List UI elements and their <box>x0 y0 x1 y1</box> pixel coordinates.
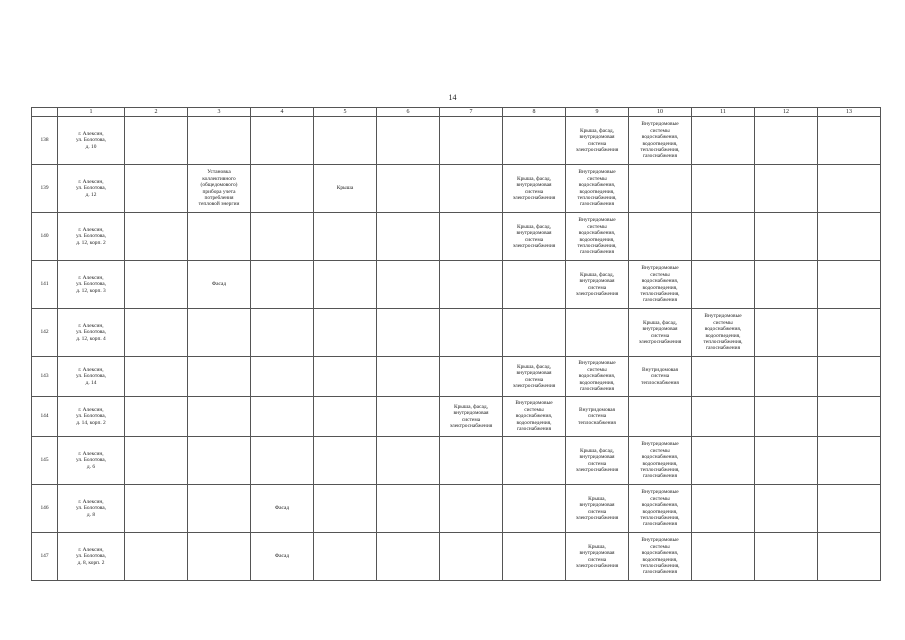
work-cell <box>440 261 503 309</box>
address-cell: г. Алексин, ул. Болотова, д. 12, корп. 3 <box>58 261 125 309</box>
work-cell <box>440 485 503 533</box>
work-cell: Фасад <box>251 485 314 533</box>
table-row <box>32 213 881 261</box>
work-cell <box>755 437 818 485</box>
work-cell <box>125 261 188 309</box>
work-cell <box>125 533 188 581</box>
address-cell: г. Алексин, ул. Болотова, д. 6 <box>58 437 125 485</box>
work-cell <box>692 165 755 213</box>
header-row <box>32 108 881 117</box>
table-row <box>32 261 881 309</box>
work-cell <box>440 357 503 397</box>
work-cell: Внутридомовая система теплоснабжения <box>629 357 692 397</box>
table-row <box>32 397 881 437</box>
work-cell: Крыша, фасад, внутридомовая система электроснабжения <box>503 213 566 261</box>
row-number-cell: 144 <box>32 397 58 437</box>
header-cell: 8 <box>503 108 566 117</box>
work-cell <box>692 533 755 581</box>
work-cell <box>692 213 755 261</box>
work-cell <box>818 485 881 533</box>
row-number-cell: 138 <box>32 117 58 165</box>
work-cell: Внутридомовые системы водоснабжения, водоотведения, газоснабжения <box>566 357 629 397</box>
header-cell: 13 <box>818 108 881 117</box>
work-cell <box>440 533 503 581</box>
work-cell: Внутридомовая система теплоснабжения <box>566 397 629 437</box>
work-cell <box>314 261 377 309</box>
header-cell: 3 <box>188 108 251 117</box>
work-cell: Внутридомовые системы водоснабжения, водоотведения, газоснабжения <box>503 397 566 437</box>
header-cell: 12 <box>755 108 818 117</box>
work-cell <box>188 357 251 397</box>
work-cell <box>188 213 251 261</box>
work-cell <box>125 165 188 213</box>
table-body <box>32 108 881 581</box>
row-number-cell: 146 <box>32 485 58 533</box>
work-cell <box>251 309 314 357</box>
work-cell <box>314 117 377 165</box>
address-cell: г. Алексин, ул. Болотова, д. 12, корп. 4 <box>58 309 125 357</box>
work-cell <box>125 309 188 357</box>
row-number-cell: 147 <box>32 533 58 581</box>
work-cell <box>629 165 692 213</box>
work-cell <box>818 117 881 165</box>
work-cell <box>125 357 188 397</box>
row-number-cell: 142 <box>32 309 58 357</box>
work-cell <box>377 261 440 309</box>
work-cell <box>440 165 503 213</box>
work-cell: Крыша, фасад, внутридомовая система электроснабжения <box>566 117 629 165</box>
work-cell <box>125 397 188 437</box>
header-cell: 7 <box>440 108 503 117</box>
header-cell: 6 <box>377 108 440 117</box>
work-cell <box>818 533 881 581</box>
work-cell: Внутридомовые системы водоснабжения, водоотведения, теплоснабжения, газоснабжения <box>566 213 629 261</box>
work-cell <box>314 397 377 437</box>
header-cell: 5 <box>314 108 377 117</box>
work-cell <box>755 309 818 357</box>
work-cell <box>188 485 251 533</box>
work-cell: Фасад <box>251 533 314 581</box>
work-cell: Внутридомовые системы водоснабжения, водоотведения, теплоснабжения, газоснабжения <box>629 261 692 309</box>
work-cell: Крыша, внутридомовая система электроснабжения <box>566 485 629 533</box>
work-cell: Фасад <box>188 261 251 309</box>
work-cell <box>755 213 818 261</box>
work-cell: Внутридомовые системы водоснабжения, водоотведения, теплоснабжения, газоснабжения <box>566 165 629 213</box>
address-cell: г. Алексин, ул. Болотова, д. 8, корп. 2 <box>58 533 125 581</box>
work-cell <box>755 117 818 165</box>
work-cell <box>629 397 692 437</box>
work-cell: Внутридомовые системы водоснабжения, водоотведения, теплоснабжения, газоснабжения <box>629 117 692 165</box>
repair-schedule-table <box>31 107 881 581</box>
work-cell <box>251 357 314 397</box>
table-row <box>32 437 881 485</box>
header-cell <box>32 108 58 117</box>
work-cell <box>377 213 440 261</box>
table-row <box>32 533 881 581</box>
work-cell <box>503 485 566 533</box>
work-cell <box>377 309 440 357</box>
work-cell: Установка коллективного (общедомового) прибора учета потребления тепловой энергии <box>188 165 251 213</box>
work-cell <box>692 437 755 485</box>
work-cell <box>377 165 440 213</box>
work-cell <box>692 397 755 437</box>
page-number: 14 <box>448 93 457 102</box>
work-cell: Внутридомовые системы водоснабжения, водоотведения, теплоснабжения, газоснабжения <box>629 533 692 581</box>
work-cell <box>440 117 503 165</box>
work-cell <box>629 213 692 261</box>
header-cell: 4 <box>251 108 314 117</box>
work-cell <box>440 309 503 357</box>
work-cell <box>188 437 251 485</box>
work-cell <box>314 437 377 485</box>
table-row <box>32 485 881 533</box>
work-cell <box>755 533 818 581</box>
work-cell <box>125 117 188 165</box>
work-cell <box>755 485 818 533</box>
work-cell: Крыша <box>314 165 377 213</box>
work-cell <box>314 485 377 533</box>
work-cell: Крыша, внутридомовая система электроснабжения <box>566 533 629 581</box>
work-cell <box>503 533 566 581</box>
header-cell: 9 <box>566 108 629 117</box>
work-cell <box>503 309 566 357</box>
work-cell <box>125 485 188 533</box>
work-cell <box>503 117 566 165</box>
work-cell <box>566 309 629 357</box>
work-cell: Внутридомовые системы водоснабжения, водоотведения, теплоснабжения, газоснабжения <box>629 485 692 533</box>
work-cell: Внутридомовые системы водоснабжения, водоотведения, теплоснабжения, газоснабжения <box>692 309 755 357</box>
row-number-cell: 141 <box>32 261 58 309</box>
work-cell: Крыша, фасад, внутридомовая система электроснабжения <box>503 165 566 213</box>
work-cell <box>377 485 440 533</box>
work-cell <box>377 397 440 437</box>
address-cell: г. Алексин, ул. Болотова, д. 8 <box>58 485 125 533</box>
work-cell <box>251 261 314 309</box>
work-cell <box>818 397 881 437</box>
work-cell <box>125 213 188 261</box>
table-row <box>32 357 881 397</box>
work-cell <box>251 165 314 213</box>
work-cell <box>251 437 314 485</box>
work-cell <box>314 309 377 357</box>
work-cell <box>692 357 755 397</box>
work-cell <box>818 213 881 261</box>
address-cell: г. Алексин, ул. Болотова, д. 14 <box>58 357 125 397</box>
work-cell <box>818 309 881 357</box>
work-cell <box>188 533 251 581</box>
address-cell: г. Алексин, ул. Болотова, д. 12, корп. 2 <box>58 213 125 261</box>
header-cell: 2 <box>125 108 188 117</box>
work-cell <box>755 357 818 397</box>
header-cell: 11 <box>692 108 755 117</box>
work-cell <box>818 261 881 309</box>
work-cell <box>503 261 566 309</box>
header-cell: 10 <box>629 108 692 117</box>
work-cell <box>377 533 440 581</box>
row-number-cell: 139 <box>32 165 58 213</box>
work-cell <box>314 533 377 581</box>
work-cell <box>692 485 755 533</box>
work-cell: Крыша, фасад, внутридомовая система электроснабжения <box>440 397 503 437</box>
work-cell <box>755 165 818 213</box>
address-cell: г. Алексин, ул. Болотова, д. 14, корп. 2 <box>58 397 125 437</box>
row-number-cell: 140 <box>32 213 58 261</box>
table-row <box>32 165 881 213</box>
work-cell: Крыша, фасад, внутридомовая система электроснабжения <box>629 309 692 357</box>
work-cell: Внутридомовые системы водоснабжения, водоотведения, теплоснабжения, газоснабжения <box>629 437 692 485</box>
work-cell <box>755 261 818 309</box>
work-cell <box>503 437 566 485</box>
work-cell <box>377 437 440 485</box>
work-cell <box>188 117 251 165</box>
work-cell <box>251 213 314 261</box>
work-cell <box>314 213 377 261</box>
work-cell <box>755 397 818 437</box>
header-cell: 1 <box>58 108 125 117</box>
work-cell <box>440 437 503 485</box>
work-cell <box>692 261 755 309</box>
work-cell <box>251 397 314 437</box>
work-cell: Крыша, фасад, внутридомовая система электроснабжения <box>503 357 566 397</box>
work-cell <box>314 357 377 397</box>
work-cell: Крыша, фасад, внутридомовая система электроснабжения <box>566 261 629 309</box>
work-cell <box>818 437 881 485</box>
work-cell <box>818 165 881 213</box>
work-cell: Крыша, фасад, внутридомовая система электроснабжения <box>566 437 629 485</box>
table-row <box>32 309 881 357</box>
table-row <box>32 117 881 165</box>
work-cell <box>818 357 881 397</box>
work-cell <box>377 117 440 165</box>
work-cell <box>188 309 251 357</box>
work-cell <box>377 357 440 397</box>
work-cell <box>692 117 755 165</box>
address-cell: г. Алексин, ул. Болотова, д. 10 <box>58 117 125 165</box>
work-cell <box>188 397 251 437</box>
work-cell <box>125 437 188 485</box>
work-cell <box>440 213 503 261</box>
work-cell <box>251 117 314 165</box>
row-number-cell: 145 <box>32 437 58 485</box>
row-number-cell: 143 <box>32 357 58 397</box>
address-cell: г. Алексин, ул. Болотова, д. 12 <box>58 165 125 213</box>
